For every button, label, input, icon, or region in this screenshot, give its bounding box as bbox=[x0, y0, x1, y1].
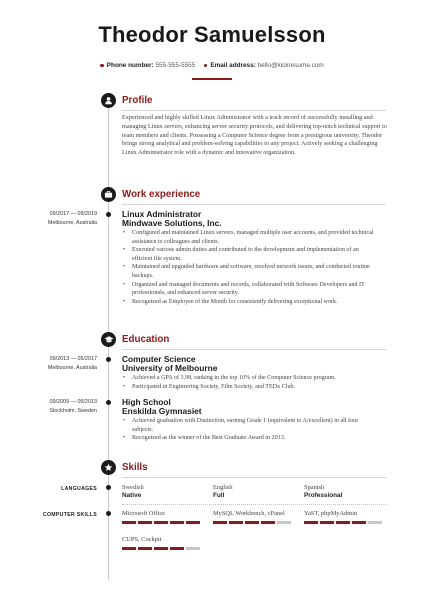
section-divider bbox=[122, 477, 386, 478]
skill-bar-segment bbox=[261, 521, 275, 524]
languages-label: LANGUAGES bbox=[61, 486, 97, 492]
work-heading: Work experience bbox=[122, 189, 201, 200]
person-icon bbox=[101, 93, 116, 108]
language-level: Full bbox=[213, 492, 225, 499]
computer-skills-label: COMPUTER SKILLS bbox=[42, 512, 97, 518]
row-divider bbox=[122, 504, 386, 505]
job-title: Linux Administrator bbox=[122, 209, 202, 219]
edu-dates: 09/2013 — 05/2017 bbox=[49, 356, 97, 362]
list-item: • Recognized as the winner of the Best Graduate Award in 2013. bbox=[130, 434, 380, 443]
graduation-cap-icon bbox=[101, 332, 116, 347]
list-item: • Achieved graduation with Distinction, earning Grade 1 (equivalent to A/excellent) in all four subjects. bbox=[130, 417, 380, 434]
timeline-dot bbox=[106, 511, 111, 516]
skill-bar-segment bbox=[352, 521, 366, 524]
skill-bar-segment bbox=[170, 521, 184, 524]
phone-value: 555-555-5555 bbox=[155, 62, 196, 69]
section-divider bbox=[122, 204, 386, 205]
skills-heading: Skills bbox=[122, 462, 148, 473]
timeline-dot bbox=[106, 485, 111, 490]
list-item: • Achieved a GPA of 3.98, ranking in the top 10% of the Computer Science program. bbox=[130, 374, 380, 383]
language-level: Professional bbox=[304, 492, 343, 499]
section-divider bbox=[122, 110, 386, 111]
bullet-dot-icon bbox=[100, 64, 104, 68]
email-value[interactable]: hello@kickresume.com bbox=[257, 62, 324, 69]
timeline-dot bbox=[106, 212, 111, 217]
bullet-dot-icon bbox=[204, 64, 208, 68]
skill-name: Microsoft Office bbox=[122, 510, 166, 517]
section-divider bbox=[122, 349, 386, 350]
contact-line bbox=[0, 62, 424, 69]
job-bullets bbox=[130, 229, 380, 306]
list-item: • Organized and managed documents and records, collaborated with Software Developers and IT professionals, and enhanced server security. bbox=[130, 281, 380, 298]
timeline-dot bbox=[106, 400, 111, 405]
skill-bar-segment bbox=[154, 547, 168, 550]
skill-name: CUPS, Cockpit bbox=[122, 536, 162, 543]
skill-bar-segment bbox=[304, 521, 318, 524]
skill-bar-segment bbox=[336, 521, 350, 524]
job-location: Melbourne, Australia bbox=[47, 220, 97, 226]
job-org: Mindwave Solutions, Inc. bbox=[122, 218, 222, 228]
skill-bar-segment bbox=[245, 521, 259, 524]
skill-bar-segment bbox=[213, 521, 227, 524]
edu-dates: 09/2009 — 05/2013 bbox=[49, 399, 97, 405]
skill-bar bbox=[122, 547, 200, 550]
skills-icon bbox=[101, 460, 116, 475]
briefcase-icon bbox=[101, 187, 116, 202]
edu-org: University of Melbourne bbox=[122, 363, 218, 373]
language-name: Spanish bbox=[304, 484, 325, 491]
list-item: • Executed various admin duties and contributed to the development and implementation of an efficient file system. bbox=[130, 246, 380, 263]
list-item: • Recognized as Employee of the Month for consistently delivering exceptional work. bbox=[130, 298, 380, 307]
list-item: • Maintained and upgraded hardware and software, resolved network issues, and conducted routine backups. bbox=[130, 263, 380, 280]
skill-bar-segment bbox=[320, 521, 334, 524]
profile-text: Experienced and highly skilled Linux Administrator with a track record of successfully installing and managing Linux servers, enhancing server security protocols, and delivering top-notch technical support to team members and clients. Possessing a Computer Science degree from a prestigious university, Theodor brings strong analytical and problem-solving capabilities to any project. Actively seeking a challenging Linux Administrator role with a dynamic and innovative organization. bbox=[122, 114, 387, 157]
edu-title: Computer Science bbox=[122, 354, 196, 364]
skill-bar-segment bbox=[229, 521, 243, 524]
skill-bar-segment bbox=[138, 547, 152, 550]
edu-org: Enskilda Gymnasiet bbox=[122, 406, 202, 416]
language-level: Native bbox=[122, 492, 142, 499]
timeline-dot bbox=[106, 357, 111, 362]
skill-name: MySQL Workbench, cPanel bbox=[213, 510, 285, 517]
header-divider bbox=[192, 78, 232, 80]
profile-heading: Profile bbox=[122, 95, 153, 106]
skill-bar-segment bbox=[277, 521, 291, 524]
skill-name: YaST, phpMyAdmin bbox=[304, 510, 358, 517]
edu-location: Stockholm, Sweden bbox=[49, 408, 97, 414]
phone-label: Phone number: bbox=[106, 62, 154, 69]
language-name: English bbox=[213, 484, 233, 491]
skill-bar-segment bbox=[368, 521, 382, 524]
education-heading: Education bbox=[122, 334, 170, 345]
skill-bar bbox=[213, 521, 291, 524]
skill-bar bbox=[304, 521, 382, 524]
skill-bar-segment bbox=[170, 547, 184, 550]
skill-bar-segment bbox=[122, 547, 136, 550]
edu-title: High School bbox=[122, 397, 171, 407]
list-item: • Participated in Engineering Society, Film Society, and TEDx Club. bbox=[130, 383, 380, 392]
skill-bar-segment bbox=[138, 521, 152, 524]
resume-name: Theodor Samuelsson bbox=[98, 22, 326, 47]
email-label: Email address: bbox=[210, 62, 256, 69]
edu-location: Melbourne, Australia bbox=[47, 365, 97, 371]
skill-bar bbox=[122, 521, 200, 524]
language-name: Swedish bbox=[122, 484, 144, 491]
list-item: • Configured and maintained Linux servers, managed multiple user accounts, and provided technical assistance to colleagues and clients. bbox=[130, 229, 380, 246]
skill-bar-segment bbox=[154, 521, 168, 524]
edu-bullets bbox=[130, 374, 380, 391]
skill-bar-segment bbox=[186, 521, 200, 524]
skill-bar-segment bbox=[122, 521, 136, 524]
edu-bullets bbox=[130, 417, 380, 443]
skill-bar-segment bbox=[186, 547, 200, 550]
job-dates: 09/2017 — 09/2019 bbox=[49, 211, 97, 217]
